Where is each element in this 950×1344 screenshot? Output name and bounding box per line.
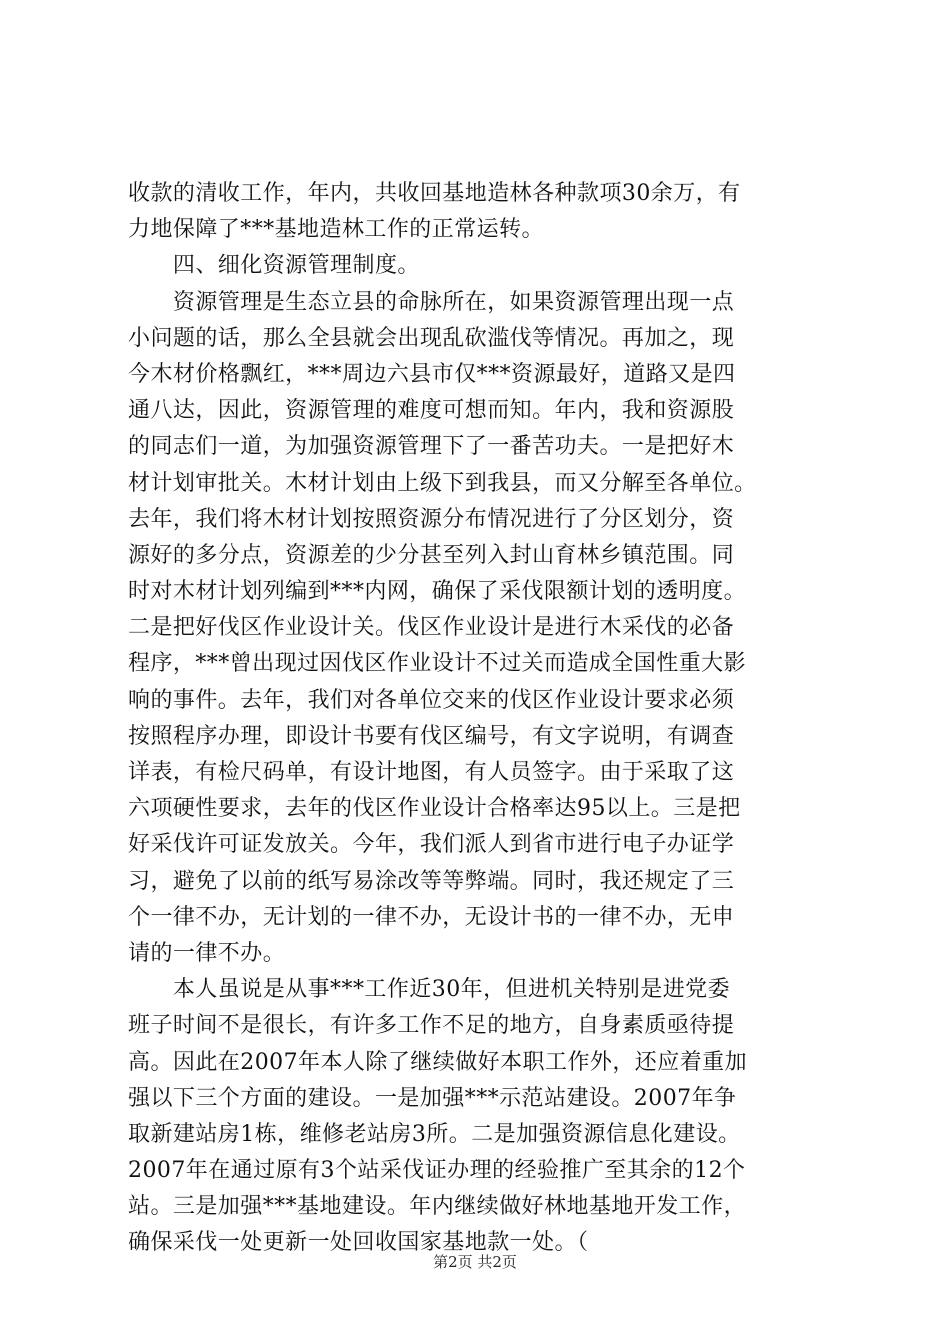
text-line: 源好的多分点，资源差的少分甚至列入封山育林乡镇范围。同 xyxy=(128,542,735,568)
text-line: 站。三是加强***基地建设。年内继续做好林地基地开发工作， xyxy=(128,1194,747,1220)
text-line: 二是把好伐区作业设计关。伐区作业设计是进行木采伐的必备 xyxy=(128,615,735,641)
text-line: 好采伐许可证发放关。今年，我们派人到省市进行电子办证学 xyxy=(128,832,735,858)
text-line: 今木材价格飘红，***周边六县市仅***资源最好，道路又是四 xyxy=(128,361,736,387)
text-line: 程序，***曾出现过因伐区作业设计不过关而造成全国性重大影 xyxy=(128,651,747,677)
text-line: 习，避免了以前的纸写易涂改等等弊端。同时，我还规定了三 xyxy=(128,868,735,894)
text-line: 时对木材计划列编到***内网，确保了采伐限额计划的透明度。 xyxy=(128,579,747,605)
text-line: 高。因此在2007年本人除了继续做好本职工作外，还应着重加 xyxy=(128,1049,748,1075)
text-line: 六项硬性要求，去年的伐区作业设计合格率达95以上。三是把 xyxy=(128,796,741,822)
text-line: 确保采伐一处更新一处回收国家基地款一处。（ xyxy=(128,1230,589,1256)
text-line: 强以下三个方面的建设。一是加强***示范站建设。2007年争 xyxy=(128,1085,737,1111)
text-line: 去年，我们将木材计划按照资源分布情况进行了分区划分，资 xyxy=(128,506,735,532)
text-line: 按照程序办理，即设计书要有伐区编号，有文字说明，有调查 xyxy=(128,723,735,749)
text-line: 的同志们一道，为加强资源管理下了一番苦功夫。一是把好木 xyxy=(128,434,735,460)
text-line: 力地保障了***基地造林工作的正常运转。 xyxy=(128,217,545,243)
text-line: 请的一律不办。 xyxy=(128,940,286,966)
document-body xyxy=(128,176,840,1262)
text-line: 2007年在通过原有3个站采伐证办理的经验推广至其余的12个 xyxy=(128,1158,746,1184)
text-line: 响的事件。去年，我们对各单位交来的伐区作业设计要求必须 xyxy=(128,687,735,713)
text-line: 资源管理是生态立县的命脉所在，如果资源管理出现一点 xyxy=(128,289,735,315)
text-line: 材计划审批关。木材计划由上级下到我县，而又分解至各单位。 xyxy=(128,470,757,496)
text-line: 详表，有检尺码单，有设计地图，有人员签字。由于采取了这 xyxy=(128,760,735,785)
text-line: 取新建站房1栋，维修老站房3所。二是加强资源信息化建设。 xyxy=(128,1121,741,1147)
text-line: 班子时间不是很长，有许多工作不足的地方，自身素质亟待提 xyxy=(128,1013,735,1039)
text-line: 小问题的话，那么全县就会出现乱砍滥伐等情况。再加之，现 xyxy=(128,325,735,351)
text-line: 个一律不办，无计划的一律不办，无设计书的一律不办，无申 xyxy=(128,904,735,930)
page-footer: 第2页 共2页 xyxy=(433,1253,517,1271)
text-line: 四、细化资源管理制度。 xyxy=(128,253,420,279)
text-line: 通八达，因此，资源管理的难度可想而知。年内，我和资源股 xyxy=(128,398,735,424)
text-line: 本人虽说是从事***工作近30年，但进机关特别是进党委 xyxy=(128,977,731,1003)
text-line: 收款的清收工作，年内，共收回基地造林各种款项30余万，有 xyxy=(128,181,741,206)
